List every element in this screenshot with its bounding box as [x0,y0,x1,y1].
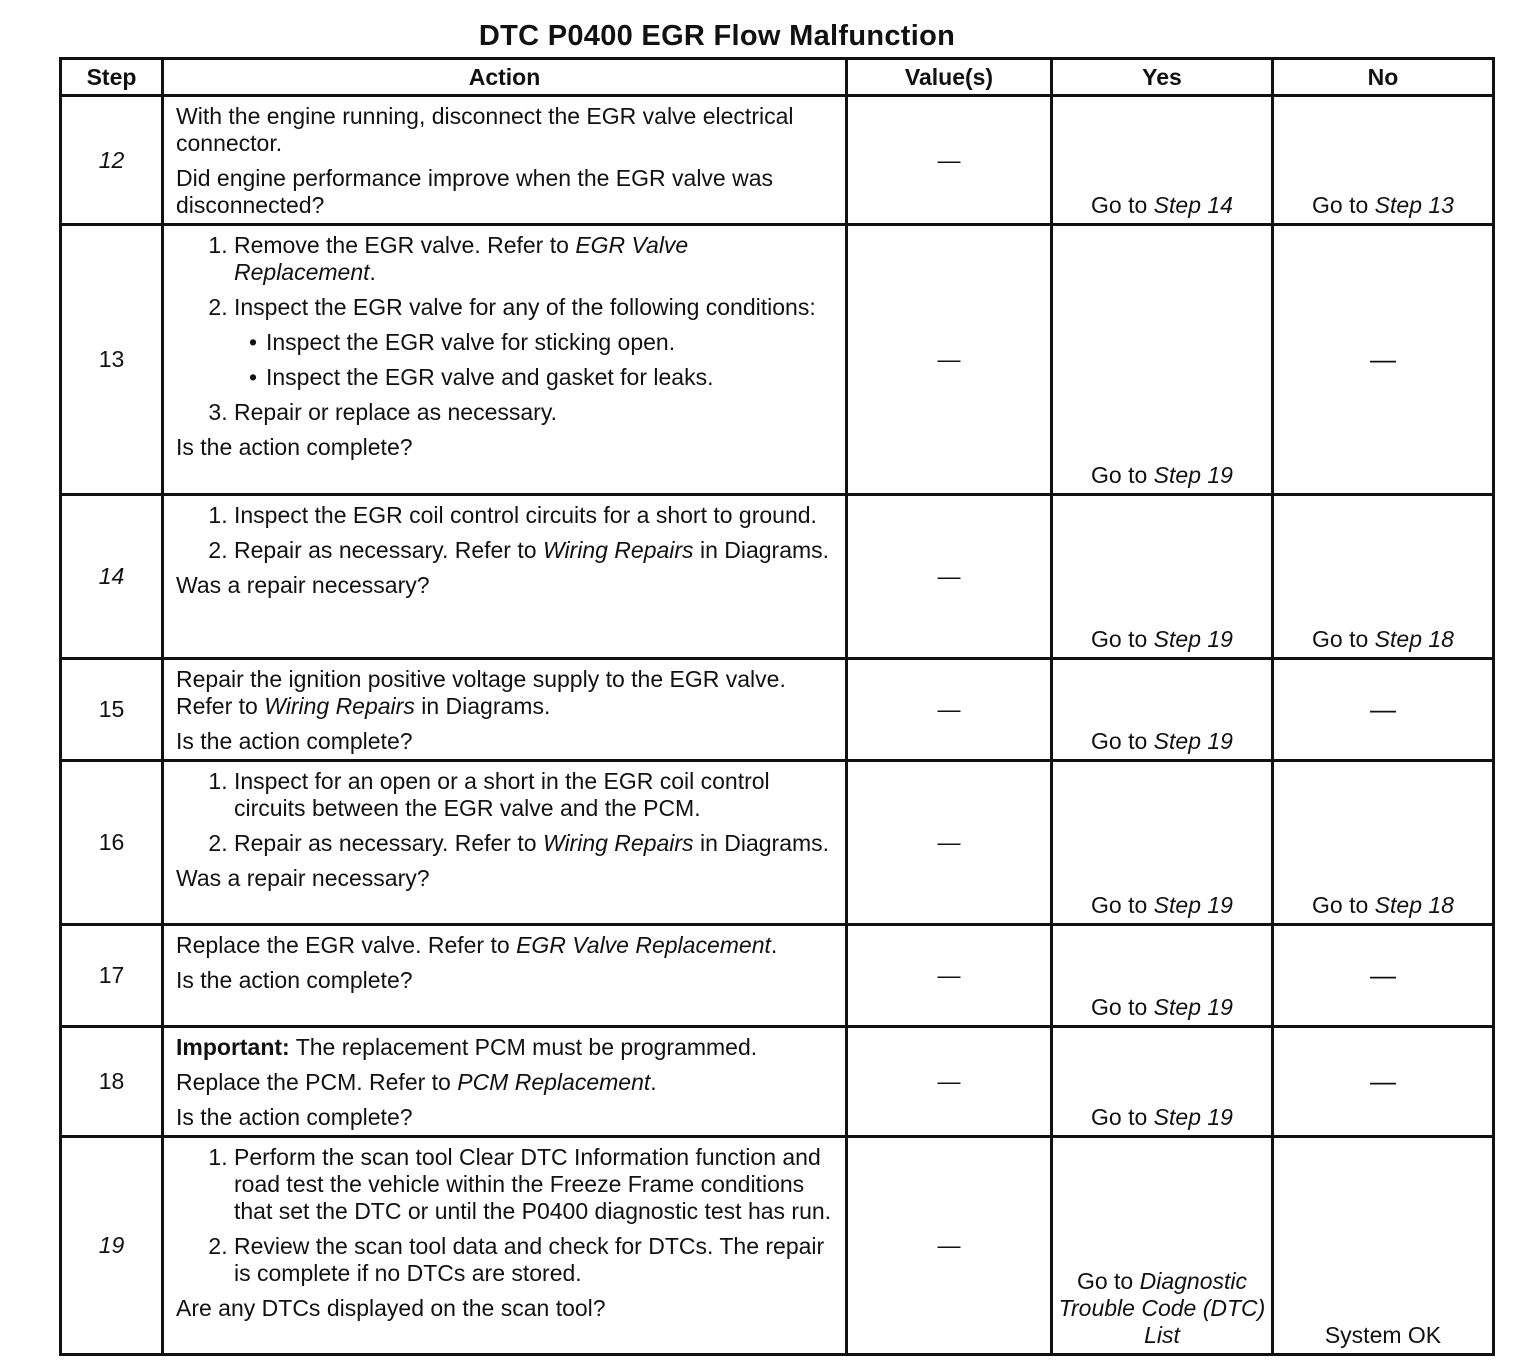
action-question: Is the action complete? [176,1104,413,1130]
action-step [234,830,835,857]
no-cell [1273,96,1494,225]
action-steps [176,768,835,857]
yes-prefix: Go to [1091,462,1154,488]
step-number: 18 [61,1027,163,1137]
action-step-text: Repair as necessary. Refer to [234,537,543,563]
yes-prefix: Go to [1091,994,1154,1020]
action-cell [163,225,847,495]
table-row [61,495,1494,659]
action-step-text: Remove the EGR valve. Refer to [234,232,576,258]
step-number: 12 [61,96,163,225]
action-cell [163,925,847,1027]
no-prefix: Go to [1312,192,1375,218]
action-step: 1. Perform the scan tool Clear DTC Information function and road test the vehicle within the Freeze Frame conditions that set the DTC or until the P0400 diagnostic test has run. [234,1144,835,1225]
action-ref: Wiring Repairs [542,537,694,563]
yes-step-link: Step 19 [1153,994,1233,1020]
yes-step-link: Step 19 [1153,1104,1233,1130]
action-cell [163,761,847,925]
no-cell: — [1273,659,1494,761]
action-step [234,232,835,286]
yes-step-link: Step 19 [1153,626,1233,652]
table-row [61,761,1494,925]
action-bullet: • Inspect the EGR valve for sticking open. [266,329,835,356]
action-step-text: in Diagrams. [693,537,830,563]
table-row [61,1137,1494,1355]
no-step-link: Step 18 [1374,626,1454,652]
diagnostic-table [59,57,1495,1356]
action-question: Did engine performance improve when the EGR valve was disconnected? [176,165,774,218]
table-row [61,1027,1494,1137]
yes-cell [1052,761,1273,925]
no-cell [1273,761,1494,925]
header-action: Action [163,59,847,96]
value-cell: — [847,495,1052,659]
important-label: Important: [176,1034,290,1060]
yes-cell [1052,225,1273,495]
table-row [61,225,1494,495]
value-cell: — [847,96,1052,225]
no-step-link: Step 13 [1374,192,1454,218]
action-step [234,537,835,564]
action-ref: Wiring Repairs [264,693,415,719]
action-step-text: Inspect the EGR valve for any of the following conditions: [234,294,816,320]
yes-cell [1052,659,1273,761]
no-cell: System OK [1273,1137,1494,1355]
action-cell [163,1137,847,1355]
action-cell [163,659,847,761]
table-row [61,96,1494,225]
action-question: Was a repair necessary? [176,865,430,891]
action-text [176,666,835,720]
action-question: Was a repair necessary? [176,572,430,598]
value-cell: — [847,761,1052,925]
action-question: Is the action complete? [176,967,413,993]
action-text: With the engine running, disconnect the EGR valve electrical connector. [176,103,794,156]
value-cell: — [847,1137,1052,1355]
no-prefix: Go to [1312,626,1375,652]
yes-prefix: Go to [1091,728,1154,754]
yes-prefix: Go to [1076,1268,1140,1294]
action-step-text: in Diagrams. [414,693,551,719]
action-step: 2. Review the scan tool data and check for DTCs. The repair is complete if no DTCs are stored. [234,1233,835,1287]
yes-cell [1052,1137,1273,1355]
action-question: Is the action complete? [176,434,413,460]
value-cell: — [847,1027,1052,1137]
step-number: 15 [61,659,163,761]
action-ref: PCM Replacement [457,1069,651,1095]
action-steps [176,1144,835,1287]
yes-cell [1052,495,1273,659]
action-step-text: Replace the EGR valve. Refer to [176,932,517,958]
header-yes: Yes [1052,59,1273,96]
yes-cell [1052,1027,1273,1137]
action-step [234,294,835,391]
yes-step-link: Step 14 [1153,192,1233,218]
important-note [176,1034,835,1061]
action-text [176,932,835,959]
value-cell: — [847,925,1052,1027]
action-steps [176,502,835,564]
step-number: 13 [61,225,163,495]
yes-dtc-list-link: Diagnostic Trouble Code (DTC) List [1058,1268,1266,1348]
value-cell: — [847,659,1052,761]
header-step: Step [61,59,163,96]
value-cell: — [847,225,1052,495]
yes-step-link: Step 19 [1153,728,1233,754]
action-steps [176,232,835,426]
yes-cell [1052,925,1273,1027]
action-step-text: Repair as necessary. Refer to [234,830,543,856]
yes-step-link: Step 19 [1153,462,1233,488]
no-cell: — [1273,225,1494,495]
action-step: 1. Inspect the EGR coil control circuits for a short to ground. [234,502,835,529]
action-cell [163,96,847,225]
action-ref: EGR Valve Replacement [234,232,689,285]
important-text: The replacement PCM must be programmed. [289,1034,758,1060]
table-header-row [61,59,1494,96]
action-bullet: • Inspect the EGR valve and gasket for leaks. [266,364,835,391]
action-step-text: . [369,259,376,285]
action-step-text: Replace the PCM. Refer to [176,1069,458,1095]
action-step-text: . [770,932,778,958]
action-question: Is the action complete? [176,728,413,754]
action-ref: EGR Valve Replacement [516,932,771,958]
action-text [176,1069,835,1096]
table-row [61,925,1494,1027]
yes-prefix: Go to [1091,1104,1154,1130]
action-ref: Wiring Repairs [542,830,694,856]
action-question: Are any DTCs displayed on the scan tool? [176,1295,606,1321]
step-number: 14 [61,495,163,659]
action-bullets [234,329,835,391]
action-step-text: Repair the ignition positive voltage supply to the EGR valve. Refer to [176,666,786,719]
step-number: 17 [61,925,163,1027]
step-number: 16 [61,761,163,925]
action-step-text: in Diagrams. [693,830,830,856]
step-number: 19 [61,1137,163,1355]
no-cell [1273,495,1494,659]
action-step: 3. Repair or replace as necessary. [234,399,835,426]
action-step: 1. Inspect for an open or a short in the EGR coil control circuits between the EGR valve and the PCM. [234,768,835,822]
yes-prefix: Go to [1091,192,1154,218]
header-no: No [1273,59,1494,96]
no-cell: — [1273,1027,1494,1137]
yes-step-link: Step 19 [1153,892,1233,918]
no-prefix: Go to [1312,892,1375,918]
yes-prefix: Go to [1091,892,1154,918]
page-title: DTC P0400 EGR Flow Malfunction [478,20,956,52]
action-step-text: . [650,1069,657,1095]
header-values: Value(s) [847,59,1052,96]
no-cell: — [1273,925,1494,1027]
action-cell [163,1027,847,1137]
yes-prefix: Go to [1091,626,1154,652]
action-cell [163,495,847,659]
no-step-link: Step 18 [1374,892,1454,918]
yes-cell [1052,96,1273,225]
table-row [61,659,1494,761]
